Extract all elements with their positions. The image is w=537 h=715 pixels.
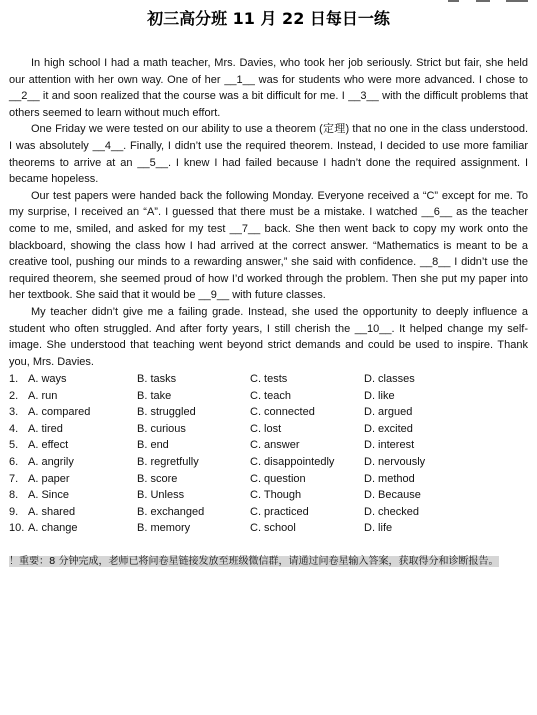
question-number: 4. xyxy=(9,422,19,435)
question-number: 7. xyxy=(9,472,19,485)
option-b: B. regretfully xyxy=(137,455,199,468)
option-d: D. method xyxy=(364,472,415,485)
question-number: 3. xyxy=(9,406,19,419)
header-rule-segment xyxy=(476,0,490,2)
question-row xyxy=(9,388,528,405)
question-row xyxy=(9,504,528,521)
option-a: A. change xyxy=(28,522,78,535)
option-c: C. connected xyxy=(250,406,315,419)
option-d: D. checked xyxy=(364,505,420,518)
question-row xyxy=(9,454,528,471)
top-header-rule xyxy=(0,0,537,3)
question-number: 5. xyxy=(9,439,19,452)
question-row xyxy=(9,520,528,537)
question-number: 9. xyxy=(9,505,19,518)
question-number: 8. xyxy=(9,489,19,502)
option-b: B. take xyxy=(137,389,172,402)
option-b: B. Unless xyxy=(137,489,185,502)
option-b: B. score xyxy=(137,472,178,485)
option-b: B. exchanged xyxy=(137,505,205,518)
option-d: D. interest xyxy=(364,439,415,452)
passage-paragraph: In high school I had a math teacher, Mrs. Davies, who took her job seriously. Strict but fair, she held our attention with her own way. One of her __1__ was for students who were more advanced. I chose to __2__ it and soon realized that the course was a bit difficult for me. I __3__ with the difficult problems that others seemed to learn without much effort. xyxy=(9,57,528,119)
option-d: D. argued xyxy=(364,406,413,419)
option-c: C. practiced xyxy=(250,505,309,518)
question-row xyxy=(9,371,528,388)
question-number: 2. xyxy=(9,389,19,402)
header-rule-segment xyxy=(448,0,459,2)
option-c: C. lost xyxy=(250,422,282,435)
question-number: 10. xyxy=(9,522,25,535)
option-c: C. school xyxy=(250,522,296,535)
question-number: 6. xyxy=(9,455,19,468)
passage-paragraph: Our test papers were handed back the following Monday. Everyone received a “C” except for me. To my surprise, I received an “A”. I guessed that there must be a mistake. I watched __6__ as the teacher come to me, smiled, and asked for my test __7__ back. She then went back to copy my work onto the blackboard, showing the class how I had arrived at the correct answer. “Mathematics is meant to be a creative tool, pushing our minds to a rewarding answer,” she said with confidence. __8__ I didn’t use the required theorem, she seemed proud of how I’d worked through the problem. Then she put my paper into her textbook. She said that it would be __9__ with future classes. xyxy=(9,189,528,302)
option-a: A. shared xyxy=(28,505,76,518)
option-d: D. Because xyxy=(364,489,421,502)
option-a: A. angrily xyxy=(28,455,74,468)
passage-paragraph: One Friday we were tested on our ability to use a theorem (定理) that no one in the class understood. I was absolutely __4__. Finally, I didn’t use the required theorem. Instead, I decided to use more familiar theorems to arrive at an __5__. I knew I had failed because I hadn’t done the required assignment. I became hopeless. xyxy=(9,123,528,186)
option-d: D. life xyxy=(364,522,393,535)
option-c: C. tests xyxy=(250,373,288,385)
option-d: D. nervously xyxy=(364,455,426,468)
notice-text: ！重要：8 分钟完成，老师已将问卷星链接发放至班级微信群，请通过问卷星输入答案，获取得分和诊断报告。 xyxy=(9,556,499,567)
question-row xyxy=(9,404,528,421)
option-a: A. tired xyxy=(28,422,63,435)
option-b: B. curious xyxy=(137,422,186,435)
option-d: D. classes xyxy=(364,373,415,385)
option-b: B. struggled xyxy=(137,406,196,419)
question-row xyxy=(9,487,528,504)
option-b: B. end xyxy=(137,439,169,452)
option-c: C. answer xyxy=(250,439,300,452)
option-a: A. paper xyxy=(28,472,70,485)
option-a: A. effect xyxy=(28,439,69,452)
important-notice xyxy=(9,554,529,569)
question-row xyxy=(9,437,528,454)
option-b: B. tasks xyxy=(137,373,177,385)
option-a: A. run xyxy=(28,389,58,402)
option-d: D. like xyxy=(364,389,395,402)
passage-paragraph: My teacher didn’t give me a failing grade. Instead, she used the opportunity to deeply influence a student who often struggled. And after forty years, I still cherish the __10__. It helped change my self-image. She understood that teaching went beyond strict demands and could be used to inspire. Thank you, Mrs. Davies. xyxy=(9,305,528,368)
page-title: 初三高分班 11 月 22 日每日一练 xyxy=(147,9,390,28)
header-rule-segment xyxy=(506,0,528,2)
reading-passage xyxy=(9,55,528,370)
question-row xyxy=(9,471,528,488)
option-c: C. teach xyxy=(250,389,291,402)
option-c: C. disappointedly xyxy=(250,455,335,468)
option-c: C. Though xyxy=(250,489,302,502)
option-a: A. Since xyxy=(28,489,69,502)
option-b: B. memory xyxy=(137,522,191,535)
option-c: C. question xyxy=(250,472,306,485)
option-d: D. excited xyxy=(364,422,413,435)
option-a: A. ways xyxy=(28,373,67,385)
question-number: 1. xyxy=(9,373,19,385)
question-row xyxy=(9,421,528,438)
option-a: A. compared xyxy=(28,406,91,419)
answer-options-list xyxy=(9,371,528,537)
